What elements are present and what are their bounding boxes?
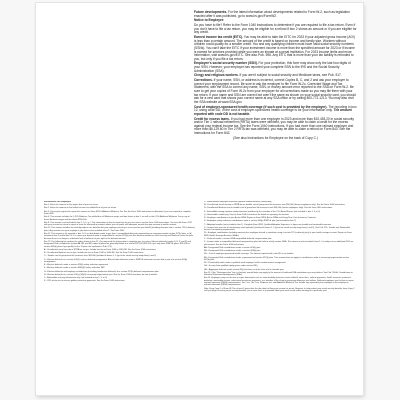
instruction-paragraph: Box 10. This amount includes the total dependent care benefits that your employer paid to you or incurred on your behalf (including amounts from a section 125 (cafeteria) plan). Any amount over your employer's plan limit is also included in box 1. See Form 2441. (44, 227, 195, 232)
instruction-paragraph: P—Excludable moving expense reimbursements paid directly to a member of the U.S. Armed Forces (not included in box 1, 3, or 5) (204, 210, 321, 213)
instruction-paragraph: D—Elective deferrals to a section 401(k) cash or deferred arrangement. Also includes deferrals under a SIMPLE retirement account that is part of a section 401(k) arrangement. (44, 258, 188, 263)
do-you-have-to-file-paragraph (194, 24, 357, 35)
instruction-paragraph: Box 12. The following list explains the codes shown in box 12. You may need this information to complete your tax return. Elective deferrals (codes D, E, F, and S) and designated Roth contributions (codes AA, BB, and EE) under all plans are generally limited to a total of $22,500 ($15,500 if you only have SIMPLE plans; $25,500 for section 403(b) plans if you qualify for the 15-year rule explained in Pub. 571). (44, 240, 191, 248)
instruction-paragraph: Y—Deferrals under a section 409A nonqualified deferred compensation plan (204, 238, 272, 241)
instruction-paragraph: Z—Income under a nonqualified deferred compensation plan that fails to satisfy section 409A. This amount is also included in box 1. It is subject to an additional 20% tax plus interest. See the Form 1040 instructions. (204, 241, 354, 246)
instruction-paragraph: K—20% excise tax on excess golden parachute payments. See the Form 1040 instructions. (44, 280, 126, 283)
instruction-paragraph: Box 1. Enter this amount on the wages line of your tax return. (44, 204, 99, 207)
cost-text-bold: The amount reported with code DD is not taxable. (194, 108, 352, 116)
instruction-paragraph: GG—Income from qualified equity grants under section 83(i) (204, 265, 258, 268)
instruction-paragraph: M—Uncollected social security or RRTA tax on taxable cost of group-term life insurance over $50,000 (former employees only). See the Form 1040 instructions. (204, 204, 346, 207)
instruction-paragraph: Box 11. This amount is (a) reported in box 1 if it is a distribution made to you from a nonqualified deferred compensation or nongovernmental section 457(b) plan, or (b) included in box 3 and/or box 5 if it is a prior year deferral under a nonqualified or section 457(b) plan that became taxable for social security and Medicare taxes this year because there is no longer a substantial risk of forfeiture of your right to the deferred amount. (44, 233, 194, 240)
instruction-paragraph: N—Uncollected Medicare tax on taxable cost of group-term life insurance over $50,000 (former employees only). See the Form 1040 instructions. (204, 207, 333, 210)
instruction-paragraph: Box 8. This amount is not included in box 1, 3, 5, or 7. For information on how to report tips on your tax return, see the Form 1040 instructions. You must file Form 4137 with your income tax return to report at least the allocated tip amount unless you can prove with adequate records that you received a smaller amount. (44, 221, 192, 227)
credit-heading: Credit for excess taxes. (194, 116, 230, 121)
instructions-right-column (204, 201, 355, 391)
instruction-paragraph: Box 2. Enter this amount on the federal income tax withheld line of your tax return. (44, 207, 117, 210)
corrections-paragraph (194, 79, 357, 104)
instructions-heading: Instructions for Employee (44, 201, 71, 203)
credit-text: If you had more than one employer in 2023 and more than $10,453.20 in social security and/or Tier 1 railroad retirement (RRTA) taxes were withheld, you may be able to claim a credit for the excess against your federal income tax. See the Form 1040 instructions. If you had more than one railroad employer and more than $6,129.60 in Tier 2 RRTA tax was withheld, you may be able to claim a refund on Form 843. See the Instructions for Form 843. (194, 116, 355, 135)
instruction-paragraph: HH—Aggregate deferrals under section 83(i) elections as of the close of the calendar year (204, 268, 284, 271)
instruction-paragraph: A—Uncollected social security or RRTA tax on tips. Include this tax on Form 1040 or 1040-SR. See the Form 1040 instructions. (44, 248, 157, 251)
future-developments-heading: Future developments. (194, 10, 228, 14)
instruction-paragraph: S—Employee salary reduction contributions under a section 408(p) SIMPLE plan (not included in box 1) (204, 220, 296, 223)
ssn-heading: Employee's social security number (SSN). (194, 61, 258, 66)
instruction-paragraph: BB—Designated Roth contributions under a section 403(b) plan (204, 250, 261, 253)
instruction-paragraph: H—Elective deferrals to a section 501(c)(18)(D) tax-exempt organization plan. See the Form 1040 instructions for how to deduct. (44, 273, 158, 276)
cost-text: The reporting in box 12, using code DD, of the cost of employer-sponsored health coverage is for your information only. (194, 104, 357, 113)
instruction-paragraph: Box 13. If the "Retirement plan" box is checked, special limits may apply to the amount of traditional IRA contributions you may deduct. See Pub. 590-A, Contributions to Individual Retirement Arrangements (IRAs). (204, 271, 353, 277)
instruction-paragraph: T—Adoption benefits (not included in box 1). Complete Form 8839, Qualified Adoption Expenses, to figure any taxable and nontaxable amounts. (204, 223, 332, 226)
instruction-paragraph: R—Employer contributions to your Archer MSA. Report on Form 8853, Archer MSAs and Long-Term Care Insurance Contracts. (204, 217, 317, 220)
future-developments-paragraph (194, 11, 357, 18)
eic-paragraph (194, 36, 357, 61)
instruction-paragraph: Box 14. Employers may use this box to report information such as state disability insurance taxes withheld, union dues, uniform payments, health insurance premiums deducted, nontaxable income, educational assistance payments, or a member of the clergy's parsonage allowance and utilities. Railroad employers use this box to report railroad retirement (RRTA) compensation, Tier 1 tax, Tier 2 tax, Medicare tax, and Additional Medicare Tax. Include tips reported by the employee to the employer in railroad retirement (RRTA) compensation. (204, 277, 354, 287)
instruction-paragraph: W—Employer contributions (including amounts the employee elected to contribute using a section 125 (cafeteria) plan) to your health savings account. Report on Form 8889, Health Savings Accounts (HSAs). (204, 232, 352, 237)
eic-text: You may be able to take the EITC for 2023 if your adjusted gross income (AGI) is less than a certain amount. The amount of the credit is based on income and family size. Workers without children could qualify for a smaller credit. You and any qualifying children must have valid social security numbers (SSNs). You can't take the EITC if your investment income is more than the specified amount for 2023 or if income is earned for services provided while you were an inmate at a penal institution. For 2023 income limits and more information, visit www.irs.gov/EITC. See also Pub. 596. Any EITC that is more than your tax liability is refunded to you, but only if you file a tax return. (194, 35, 355, 61)
ssn-paragraph (194, 62, 357, 73)
instruction-paragraph: C—Taxable cost of group-term life insurance over $50,000 (included in boxes 1, 3 (up to the social security wage base), and 5) (44, 255, 157, 258)
instruction-paragraph: Box 5. You may be required to report this amount on Form 8959, Additional Medicare Tax. See the Form 1040 instructions to determine if you are required to complete Form 8959. (44, 210, 191, 216)
copy-b-instructions (44, 201, 355, 391)
do-you-have-to-file-text: Do you have to file? Refer to the Form 1040 instructions to determine if you are required to file a tax return. Even if you don't have to file a tax return, you may be eligible for a refund if box 2 shows an amount or if you are eligible for any credit. (194, 23, 357, 35)
ssn-text: For your protection, this form may show only the last four digits of your SSN. However, your employer has reported your complete SSN to the IRS and the Social Security Administration (SSA). (194, 61, 351, 73)
instruction-paragraph: DD—Cost of employer-sponsored health coverage. The amount reported with code DD is not taxable. (204, 253, 294, 256)
instruction-paragraph: E—Elective deferrals under a section 403(b) salary reduction agreement (44, 264, 109, 267)
copy-c-instructions (194, 11, 357, 142)
cost-paragraph (194, 106, 357, 117)
eic-heading: Earned income tax credit (EITC). (194, 35, 244, 40)
cost-heading: Cost of employer-sponsored health coverage (if such cost is provided by the employer). (194, 104, 328, 109)
instruction-paragraph: AA—Designated Roth contributions under a section 401(k) plan (204, 246, 261, 249)
instruction-paragraph: G—Elective deferrals and employer contributions (including nonelective deferrals) to a section 457(b) deferred compensation plan (44, 270, 159, 273)
form-sheet (36, 3, 363, 395)
instruction-paragraph: L—Substantiated employee business expense reimbursements (nontaxable) (204, 201, 272, 203)
instruction-paragraph: V—Income from exercise of nonstatutory stock option(s) (included in boxes 1, 3 (up to the social security wage base), and 5). See Pub. 525, Taxable and Nontaxable Income, for reporting requirements. (204, 226, 350, 232)
clergy-heading: Clergy and religious workers. (194, 73, 239, 78)
see-back-note: (See also Instructions for Employee on the back of Copy C.) (233, 136, 318, 141)
instruction-paragraph: EE—Designated Roth contributions under a governmental section 457(b) plan. This amount does not apply to contributions under a tax-exempt organization section 457(b) plan. (204, 256, 349, 261)
instruction-paragraph: J—Nontaxable sick pay (information only, not included in box 1, 3, or 5) (44, 277, 107, 280)
corrections-heading: Corrections. (194, 78, 213, 83)
instruction-paragraph: Note: Keep Copy C of Form W-2 for at least 3 years after the due date for filing your income tax return. However, to help protect your social security benefits, keep Copy C until you begin receiving social security benefits, just in case there is a question about your work record and/or earnings in a particular year. (204, 287, 355, 293)
instructions-left-column (44, 201, 195, 391)
notice-heading: Notice to Employee (194, 18, 224, 23)
instruction-paragraph: F—Elective deferrals under a section 408(k)(6) salary reduction SEP (44, 267, 105, 270)
instruction-paragraph: FF—Permitted benefits under a qualified small employer health reimbursement arrangement (204, 262, 286, 265)
corrections-text: If your name, SSN, or address is incorrect, correct Copies B, C, and 2 and ask your employer to correct your employment record. Be sure to ask the employer to file Form W-2c, Corrected Wage and Tax Statement, with the SSA to correct any name, SSN, or money amount error reported to the SSA on Form W-2. Be sure to get your copies of Form W-2c from your employer for all corrections made so you may file them with your tax return. If your name and SSN are correct but aren't the same as shown on your social security card, you should ask for a new card that shows your correct name at any SSA office or by calling 800-772-1213. You may also visit the SSA website at www.SSA.gov. (194, 78, 356, 104)
instruction-paragraph: Box 6. This amount includes the 1.45% Medicare Tax withheld on all Medicare wages and tips shown in box 5, as well as the 0.9% Additional Medicare Tax on any of those Medicare wages and tips above $200,000. (44, 216, 190, 221)
credit-paragraph (194, 118, 357, 136)
clergy-text: If you aren't subject to social security and Medicare taxes, see Pub. 517. (239, 73, 342, 78)
instruction-paragraph: B—Uncollected Medicare tax on tips. Include this tax on Form 1040 or 1040-SR. See the Form 1040 instructions. (44, 252, 144, 255)
future-developments-text: For the latest information about developments related to Form W-2, such as legislation enacted after it was published, go to www.irs.gov/FormW2. (194, 10, 350, 18)
instruction-paragraph: Q—Nontaxable combat pay. See the Form 1040 instructions for details on reporting this amount. (204, 213, 290, 216)
